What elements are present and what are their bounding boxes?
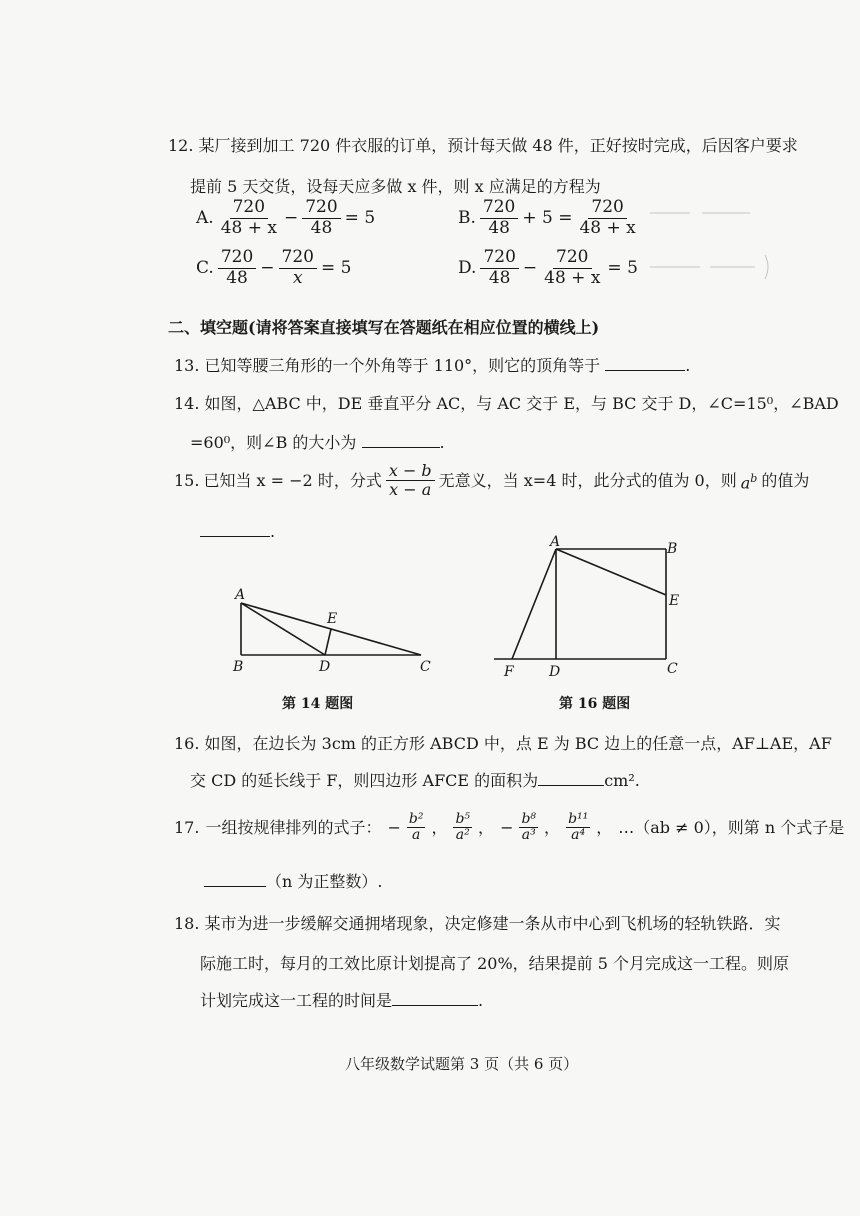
- numerator: 720: [480, 248, 518, 269]
- q16-number: 16.: [174, 734, 200, 753]
- q14-line1: [174, 394, 839, 414]
- operator: + 5 =: [522, 208, 573, 229]
- q16-end: .: [634, 771, 640, 790]
- fig16-segment-ae: [556, 549, 666, 595]
- q17-term-4: [566, 812, 590, 844]
- denominator: a²: [455, 827, 470, 844]
- denominator: 48: [310, 217, 333, 238]
- q17-term1-sign: −: [387, 817, 401, 837]
- q16-text-2: 交 CD 的延长线于 F，则四边形 AFCE 的面积为: [190, 771, 539, 790]
- q18-text-1: 某市为进一步缓解交通拥堵现象，决定修建一条从市中心到飞机场的轻轨铁路．实: [204, 914, 781, 933]
- fig16-label-d: D: [549, 664, 561, 680]
- operator: −: [260, 258, 275, 279]
- denominator: 48 + x: [220, 217, 277, 238]
- q15-end: .: [270, 522, 276, 541]
- fig16-lines: [494, 549, 666, 659]
- q18-number: 18.: [174, 914, 200, 933]
- fig16-label-b: B: [667, 541, 678, 557]
- q13-number: 13.: [174, 356, 200, 375]
- option-label: D.: [458, 258, 477, 279]
- q17-text-2: （n 为正整数）.: [266, 872, 383, 891]
- denominator: 48: [488, 217, 510, 238]
- q15-tail: 的值为: [761, 470, 810, 490]
- fig14-segment-de: [325, 629, 331, 655]
- rhs: = 5: [344, 208, 376, 229]
- q16-text-1: 如图，在边长为 3cm 的正方形 ABCD 中，点 E 为 BC 边上的任意一点，AF⊥AE，AF: [204, 734, 832, 753]
- q17-number: 17.: [174, 817, 200, 837]
- q15-line1: [174, 462, 809, 500]
- page-footer: 八年级数学试题第 3 页（共 6 页）: [345, 1055, 579, 1073]
- fraction: [279, 248, 317, 288]
- q12-number: 12.: [168, 136, 194, 155]
- q14-text-2: =60⁰，则∠B 的大小为: [190, 433, 357, 452]
- numerator: b⁵: [455, 811, 471, 827]
- q13-end: .: [685, 356, 691, 375]
- q15-power: [741, 469, 758, 493]
- option-label: B.: [458, 208, 476, 229]
- power-exp: b: [750, 471, 758, 485]
- denominator: a⁴: [571, 827, 586, 844]
- denominator: 48: [226, 267, 248, 288]
- rhs: = 5: [320, 258, 352, 279]
- numerator: 720: [553, 248, 591, 269]
- q15-number: 15.: [174, 470, 200, 490]
- fig16-label-e: E: [669, 593, 680, 609]
- fig16-label-c: C: [667, 661, 678, 677]
- operator: −: [522, 258, 538, 279]
- fig14-label-d: D: [319, 659, 331, 675]
- option-label: C.: [196, 258, 214, 279]
- q15-fraction: [386, 462, 435, 500]
- comma: ，: [544, 817, 561, 837]
- q17-line1: [174, 812, 844, 844]
- q12-option-c: [196, 248, 351, 288]
- figure-16-diagram: [490, 533, 695, 683]
- q14-answer-blank: [362, 447, 440, 448]
- numerator: 720: [218, 248, 256, 269]
- q16-line2: [190, 771, 640, 791]
- power-base: a: [740, 473, 751, 493]
- denominator: a³: [521, 827, 536, 844]
- comma: ，: [478, 817, 495, 837]
- q18-line3: [200, 991, 483, 1011]
- bleed-through-icon: [640, 195, 790, 295]
- q18-line2: 际施工时，每月的工效比原计划提高了 20%，结果提前 5 个月完成这一工程。则原: [200, 954, 790, 973]
- figure-14-caption: 第 14 题图: [282, 696, 354, 712]
- q12-option-d: [458, 248, 638, 288]
- q17-pre: 一组按规律排列的式子：: [205, 817, 382, 837]
- numerator: b¹¹: [568, 811, 589, 827]
- comma: ，: [431, 817, 448, 837]
- fig14-label-a: A: [235, 587, 246, 603]
- denominator: x − a: [389, 480, 432, 500]
- numerator: 720: [230, 198, 268, 219]
- numerator: b⁸: [521, 811, 537, 827]
- q16-unit: cm²: [604, 771, 635, 790]
- q17-term-3: [519, 812, 538, 844]
- q15-pre: 已知当 x = −2 时，分式: [203, 470, 382, 490]
- q12-stem-line2: 提前 5 天交货，设每天应多做 x 件，则 x 应满足的方程为: [190, 177, 601, 196]
- denominator: a: [411, 827, 421, 844]
- q18-end: .: [478, 991, 484, 1010]
- numerator: b²: [408, 811, 424, 827]
- q14-text-1: 如图，△ABC 中，DE 垂直平分 AC，与 AC 交于 E，与 BC 交于 D，∠C=15⁰，∠BAD: [204, 394, 839, 413]
- operator: −: [283, 208, 299, 229]
- q17-post: …（ab ≠ 0），则第 n 个式子是: [618, 817, 845, 837]
- q17-line2: [204, 872, 382, 892]
- figure-16-caption: 第 16 题图: [559, 696, 631, 712]
- q12-option-a: [196, 198, 375, 238]
- fraction: [480, 248, 518, 288]
- numerator: 720: [279, 248, 317, 269]
- rhs: = 5: [607, 258, 638, 279]
- q15-line2: [200, 522, 275, 542]
- q18-answer-blank: [392, 1005, 478, 1006]
- q14-end: .: [439, 433, 445, 452]
- denominator: x: [292, 267, 303, 288]
- numerator: 720: [588, 198, 626, 219]
- comma: ，: [596, 817, 613, 837]
- fraction: [218, 198, 280, 238]
- q12-stem-line1: [168, 136, 798, 156]
- q15-answer-blank: [200, 536, 270, 537]
- figure-14-diagram: [225, 585, 440, 675]
- q17-answer-blank: [204, 886, 266, 887]
- q14-line2: [190, 433, 445, 453]
- q13: [174, 356, 690, 376]
- fig14-label-b: B: [233, 659, 244, 675]
- denominator: 48 + x: [579, 217, 636, 238]
- q13-text: 已知等腰三角形的一个外角等于 110°，则它的顶角等于: [204, 356, 601, 375]
- fraction: [541, 248, 603, 288]
- q17-term-2: [453, 812, 472, 844]
- bleed-through-marks: [640, 195, 790, 295]
- section-2-heading: 二、填空题(请将答案直接填写在答题纸在相应位置的横线上): [168, 318, 600, 337]
- option-label: A.: [196, 208, 214, 229]
- q18-line1: [174, 914, 781, 934]
- q17-term3-sign: −: [500, 817, 514, 837]
- q16-answer-blank: [538, 785, 604, 786]
- q13-answer-blank: [605, 370, 685, 371]
- numerator: x − b: [386, 462, 435, 481]
- denominator: 48 + x: [544, 267, 601, 288]
- q17-term-1: [407, 812, 426, 844]
- fig16-label-f: F: [504, 664, 514, 680]
- fig14-segment-ad: [241, 603, 325, 655]
- q15-post: 无意义，当 x=4 时，此分式的值为 0，则: [438, 470, 737, 490]
- fraction: [302, 198, 340, 238]
- denominator: 48: [488, 267, 511, 288]
- fig16-label-a: A: [550, 534, 561, 550]
- q16-line1: [174, 734, 832, 754]
- q12-option-b: [458, 198, 639, 238]
- fig14-label-e: E: [327, 611, 338, 627]
- fraction: [218, 248, 256, 288]
- numerator: 720: [302, 198, 340, 219]
- q18-text-3: 计划完成这一工程的时间是: [200, 991, 393, 1010]
- fraction: [576, 198, 638, 238]
- q14-number: 14.: [174, 394, 200, 413]
- fraction: [480, 198, 518, 238]
- numerator: 720: [480, 198, 518, 219]
- fig14-label-c: C: [420, 659, 431, 675]
- q12-text-1: 某厂接到加工 720 件衣服的订单，预计每天做 48 件，正好按时完成，后因客户要求: [198, 136, 798, 155]
- fig16-segment-af: [512, 549, 556, 659]
